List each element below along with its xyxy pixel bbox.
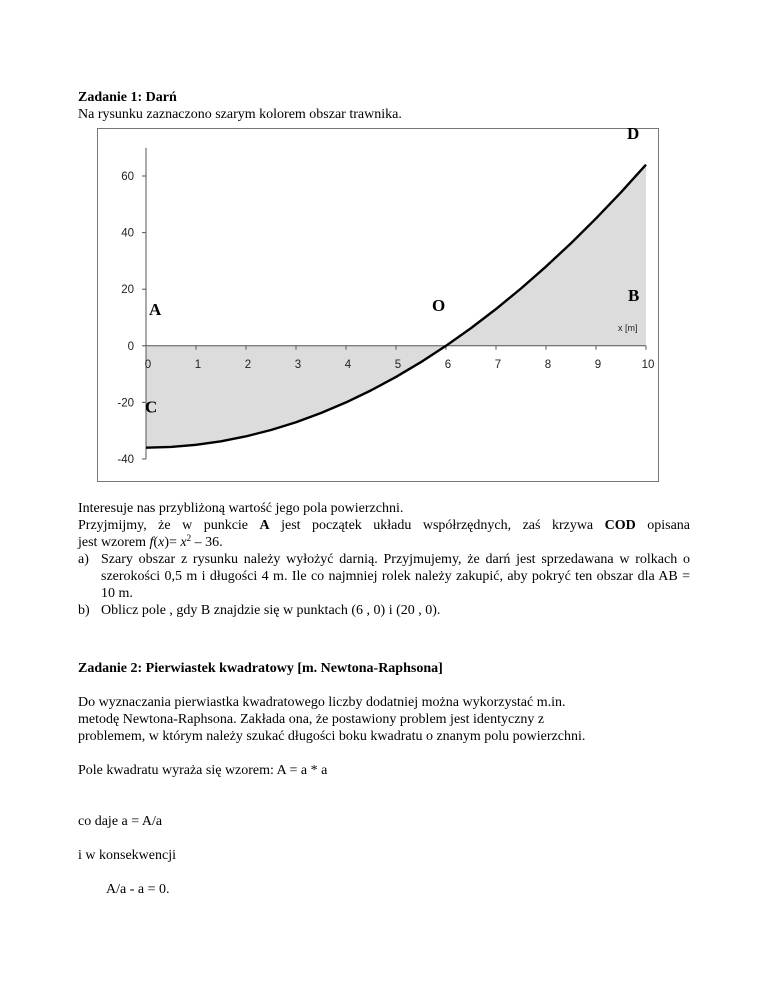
- formula-x: x: [158, 535, 165, 550]
- x-tick-label: 2: [244, 358, 252, 371]
- point-label-d: D: [627, 128, 640, 143]
- x-tick-label: 1: [194, 358, 202, 371]
- task1-paragraph-1: Interesuje nas przybliżoną wartość jego pola powierzchni.: [78, 501, 404, 516]
- task1-item-a-label: a): [78, 552, 89, 567]
- task1-item-b-text: Oblicz pole , gdy B znajdzie się w punktach (6 , 0) i (20 , 0).: [101, 603, 441, 618]
- formula-exponent: 2: [186, 533, 192, 543]
- point-a-ref: A: [259, 518, 270, 533]
- lawn-chart: [97, 128, 659, 482]
- point-label-o: O: [432, 295, 446, 315]
- text-span: – 36.: [191, 535, 223, 550]
- x-tick-label: 6: [444, 358, 452, 371]
- text-span: jest początek układu współrzędnych, zaś krzywa: [269, 518, 605, 533]
- x-tick-label: 7: [494, 358, 502, 371]
- task1-item-b-label: b): [78, 603, 90, 618]
- text-span: opisana: [635, 518, 690, 533]
- task2-formula-intro: Pole kwadratu wyraża się wzorem: A = a * a: [78, 763, 328, 778]
- point-label-b: B: [628, 285, 640, 305]
- y-tick-label: -40: [117, 454, 134, 466]
- x-tick-label: 8: [544, 358, 552, 371]
- point-label-c: C: [145, 397, 158, 417]
- task2-paragraph-line-2: metodę Newtona-Raphsona. Zakłada ona, że postawiony problem jest identyczny z: [78, 712, 545, 727]
- task2-paragraph-line-1: Do wyznaczania pierwiastka kwadratowego liczby dodatniej można wykorzystać m.in.: [78, 695, 566, 710]
- y-tick-label: 40: [121, 227, 134, 240]
- y-tick-label: -20: [117, 397, 134, 410]
- task1-paragraph-2-line-2: [78, 534, 223, 551]
- x-tick-label: 5: [394, 358, 402, 371]
- task1-paragraph-2-line-1: [78, 517, 690, 534]
- lawn-chart-svg: [97, 128, 659, 482]
- x-tick-label: 9: [594, 358, 602, 371]
- task2-step-3: A/a - a = 0.: [106, 882, 170, 897]
- task2-title: Zadanie 2: Pierwiastek kwadratowy [m. Newtona-Raphsona]: [78, 661, 443, 676]
- task1-intro: Na rysunku zaznaczono szarym kolorem obszar trawnika.: [78, 107, 402, 122]
- y-tick-label: 20: [121, 284, 134, 297]
- x-axis-label: x [m]: [618, 322, 638, 333]
- x-tick-label: 0: [144, 358, 152, 371]
- curve-cod-ref: COD: [604, 518, 636, 533]
- point-label-a: A: [149, 299, 162, 319]
- task2-paragraph-line-3: problemem, w którym należy szukać długości boku kwadratu o znanym polu powierzchni.: [78, 729, 586, 744]
- y-tick-label: 0: [127, 340, 134, 353]
- text-span: (: [153, 535, 159, 550]
- formula-f: f: [149, 535, 154, 550]
- formula-x: x: [180, 535, 187, 550]
- text-span: jest wzorem: [78, 535, 150, 550]
- task1-title: Zadanie 1: Darń: [78, 90, 177, 105]
- x-tick-label: 4: [344, 358, 352, 371]
- x-tick-label: 10: [641, 358, 655, 371]
- task2-step-1: co daje a = A/a: [78, 814, 163, 829]
- y-tick-label: 60: [121, 171, 134, 183]
- task1-item-a-text: Szary obszar z rysunku należy wyłożyć darnią. Przyjmujemy, że darń jest sprzedawana w rolkach o szerokości 0,5 m i długości 4 m. Ile co najmniej rolek należy zakupić, aby pokryć ten obszar dla AB = 10 m.: [101, 552, 690, 601]
- task2-step-2: i w konsekwencji: [78, 848, 176, 863]
- x-tick-label: 3: [294, 358, 302, 371]
- text-span: )=: [164, 535, 181, 550]
- text-span: Przyjmijmy, że w punkcie: [78, 518, 260, 533]
